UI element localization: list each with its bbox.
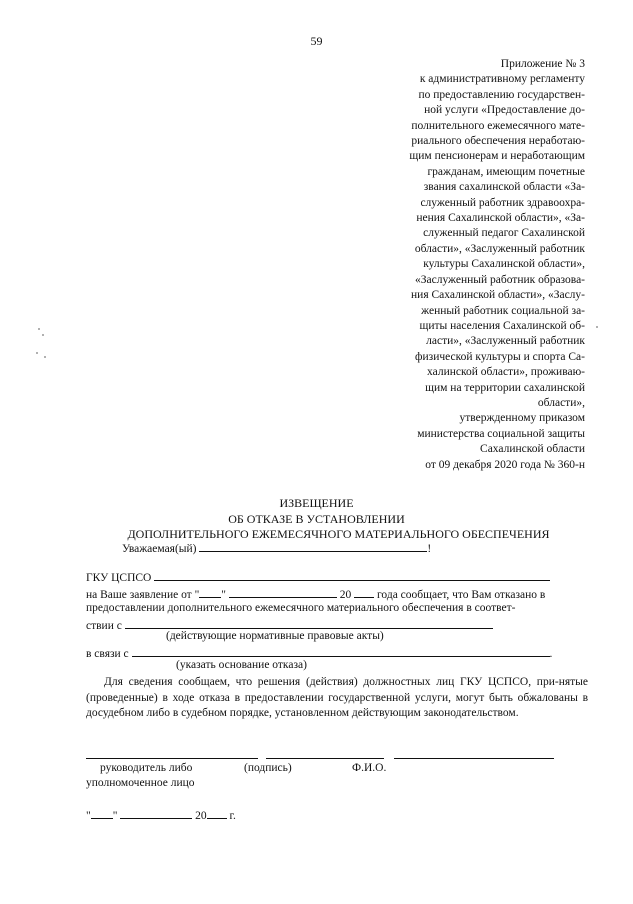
appendix-line: звания сахалинской области «За- xyxy=(423,181,585,194)
application-month-field[interactable] xyxy=(229,587,337,598)
appendix-line: полнительного ежемесячного мате- xyxy=(411,119,585,132)
notice-title xyxy=(0,496,633,543)
date-quote-close: " xyxy=(112,810,118,822)
application-row xyxy=(86,587,545,602)
application-quote: " xyxy=(221,589,226,601)
scan-speck xyxy=(42,334,44,336)
caption-signature: (подпись) xyxy=(244,762,292,774)
signatory-position-line[interactable] xyxy=(86,748,258,759)
appendix-line: женный работник социальной за- xyxy=(421,304,585,317)
notice-title-line-2: ОБ ОТКАЗЕ В УСТАНОВЛЕНИИ xyxy=(228,511,405,526)
scan-speck xyxy=(36,352,38,354)
appendix-line: от 09 декабря 2020 года № 360-н xyxy=(425,458,585,471)
reason-end: . xyxy=(549,648,553,660)
scan-speck xyxy=(44,356,46,358)
appendix-line: щим на территории сахалинской xyxy=(425,381,585,394)
org-row xyxy=(86,570,550,585)
signature-line[interactable] xyxy=(266,748,384,759)
greeting-end: ! xyxy=(427,543,432,555)
application-year-field[interactable] xyxy=(354,587,374,598)
appendix-line: ной услуги «Предоставление до- xyxy=(424,104,585,117)
full-name-line[interactable] xyxy=(394,748,554,759)
refusal-reason-field[interactable] xyxy=(132,646,550,657)
appeal-paragraph: Для сведения сообщаем, что решения (действия) должностных лиц ГКУ ЦСПСО, при-нятые (проведенные) в ходе отказа в предоставлении государственной услуги, могут быть обжалованы в досудебном либо в судебном порядке, установленном действующим законодательством. xyxy=(86,676,588,720)
org-detail-field[interactable] xyxy=(154,570,550,581)
appendix-line: служенный работник здравоохра- xyxy=(420,196,585,209)
caption-signatory-2: уполномоченное лицо xyxy=(86,777,195,789)
appendix-header xyxy=(355,57,585,473)
date-row xyxy=(86,808,236,823)
caption-signatory-1: руководитель либо xyxy=(100,762,193,774)
date-year: 20 xyxy=(195,810,207,822)
appendix-line: министерства социальной защиты xyxy=(417,427,585,440)
appendix-line: по предоставлению государствен- xyxy=(418,88,585,101)
date-year-field[interactable] xyxy=(207,808,227,819)
scan-speck xyxy=(38,328,40,330)
scan-speck xyxy=(596,326,598,328)
reason-label: в связи с xyxy=(86,648,129,660)
application-day-field[interactable] xyxy=(199,587,221,598)
appendix-line: Сахалинской области xyxy=(480,443,585,456)
appendix-line: утвержденному приказом xyxy=(459,412,585,425)
refusal-line: предоставлении дополнительного ежемесячного материального обеспечения в соответ- xyxy=(86,602,516,614)
caption-reason: (указать основание отказа) xyxy=(176,659,307,671)
appendix-line: ласти», «Заслуженный работник xyxy=(426,335,585,348)
date-day-field[interactable] xyxy=(91,808,113,819)
notice-title-line-3: ДОПОЛНИТЕЛЬНОГО ЕЖЕМЕСЯЧНОГО МАТЕРИАЛЬНОГО ОБЕСПЕЧЕНИЯ xyxy=(127,527,550,541)
legal-acts-field[interactable] xyxy=(125,618,493,629)
application-suffix: года сообщает, что Вам отказано в xyxy=(377,589,546,601)
greeting-row xyxy=(122,541,431,556)
appendix-line: риального обеспечения неработаю- xyxy=(411,135,585,148)
appendix-line: щиты населения Сахалинской об- xyxy=(419,319,585,332)
notice-title-line-1: ИЗВЕЩЕНИЕ xyxy=(279,496,354,510)
reason-row xyxy=(86,646,552,661)
caption-full-name: Ф.И.О. xyxy=(352,762,387,774)
appendix-line: халинской области», проживаю- xyxy=(427,366,585,379)
appendix-line: «Заслуженный работник образова- xyxy=(414,273,585,286)
appendix-line: к административному регламенту xyxy=(419,73,585,86)
application-prefix: на Ваше заявление от " xyxy=(86,589,200,601)
appendix-line: Приложение № 3 xyxy=(500,58,585,70)
date-quote-open: " xyxy=(86,810,91,822)
appendix-line: гражданам, имеющим почетные xyxy=(427,165,585,178)
caption-legal-acts: (действующие нормативные правовые акты) xyxy=(166,630,384,642)
org-label: ГКУ ЦСПСО xyxy=(86,572,152,584)
application-year: 20 xyxy=(339,589,352,601)
appendix-line: щим пенсионерам и неработающим xyxy=(409,150,585,163)
appendix-line: служенный педагог Сахалинской xyxy=(423,227,585,240)
page-number: 59 xyxy=(310,34,323,48)
appendix-line: области», xyxy=(537,396,585,409)
appendix-line: нения Сахалинской области», «За- xyxy=(416,212,585,225)
date-month-field[interactable] xyxy=(120,808,192,819)
appendix-line: ния Сахалинской области», «Заслу- xyxy=(411,289,585,302)
date-suffix: г. xyxy=(229,810,236,822)
appendix-line: физической культуры и спорта Са- xyxy=(415,350,585,363)
appendix-line: культуры Сахалинской области», xyxy=(423,258,585,271)
recipient-name-field[interactable] xyxy=(199,541,427,552)
appendix-line: области», «Заслуженный работник xyxy=(414,242,585,255)
accordance-label: ствии с xyxy=(86,620,122,632)
greeting-label: Уважаемая(ый) xyxy=(122,543,197,555)
